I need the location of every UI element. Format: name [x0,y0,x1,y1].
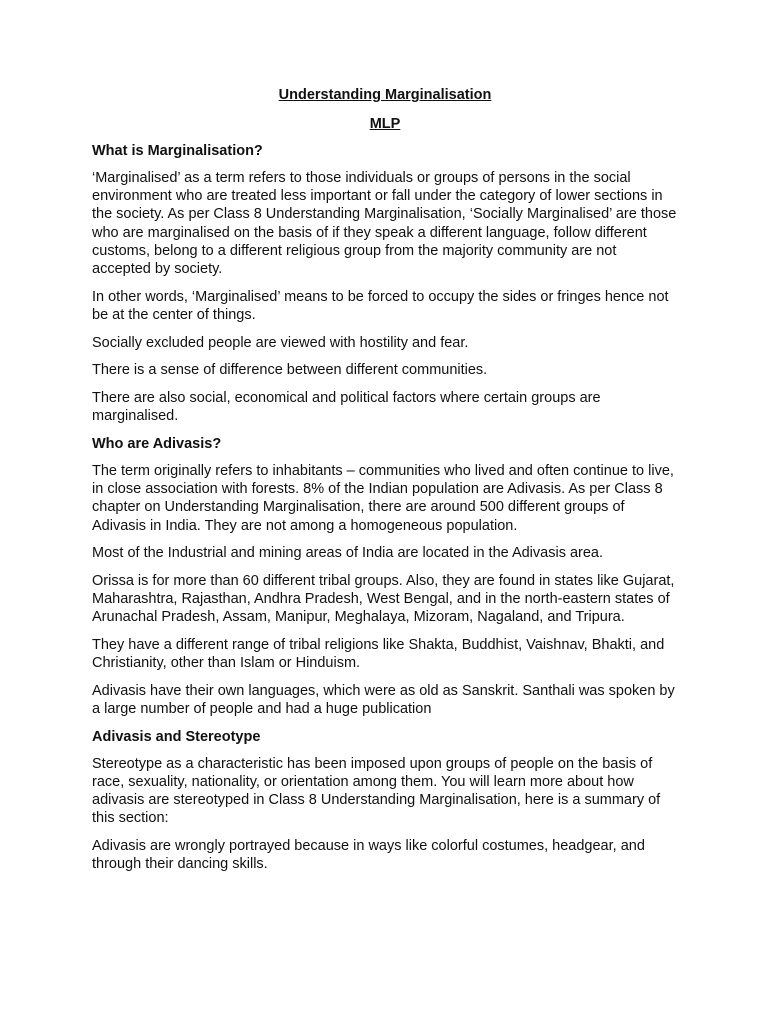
paragraph: In other words, ‘Marginalised’ means to be forced to occupy the sides or fringes hence not be at the center of things. [92,288,669,323]
section-adivasis-and-stereotype [92,728,678,874]
paragraph: Adivasis have their own languages, which were as old as Sanskrit. Santhali was spoken by a large number of people and had a huge publication [92,682,675,718]
paragraph: There is a sense of difference between different communities. [92,362,488,379]
section-what-is-marginalisation [92,142,678,425]
section-heading: Adivasis and Stereotype [92,728,261,745]
paragraph: They have a different range of tribal religions like Shakta, Buddhist, Vaishnav, Bhakti, and Christianity, other than Islam or Hinduism. [92,637,665,672]
section-heading: What is Marginalisation? [92,143,263,159]
section-heading: Who are Adivasis? [92,435,222,452]
paragraph: Socially excluded people are viewed with hostility and fear. [92,334,469,351]
paragraph: Stereotype as a characteristic has been imposed upon groups of people on the basis of race, sexuality, nationality, or orientation among them. You will learn more about how adivasis are stereotyped in Class 8 Understanding Marginalisation, here is a summary of this section: [92,755,661,827]
document-subtitle: MLP [369,116,401,132]
paragraph: There are also social, economical and political factors where certain groups are marginalised. [92,390,601,425]
document-title: Understanding Marginalisation [278,87,492,103]
paragraph: Orissa is for more than 60 different tribal groups. Also, they are found in states like Gujarat, Maharashtra, Rajasthan, Andhra Pradesh, West Bengal, and in the north-eastern states of Arunachal Pradesh, Assam, Manipur, Meghalaya, Mizoram, Nagaland, and Tripura. [92,572,675,626]
paragraph: Most of the Industrial and mining areas of India are located in the Adivasis area. [92,545,604,562]
paragraph: The term originally refers to inhabitants – communities who lived and often continue to live, in close association with forests. 8% of the Indian population are Adivasis. As per Class 8 chapter on Understanding Marginalisation, there are around 500 different groups of Adivasis in India. They are not among a homogeneous population. [92,462,674,534]
paragraph: ‘Marginalised’ as a term refers to those individuals or groups of persons in the social environment who are treated less important or fall under the category of lower sections in the society. As per Class 8 Understanding Marginalisation, ‘Socially Marginalised’ are those who are marginalised on the basis of if they speak a different language, follow different customs, belong to a different religious group from the majority community are not accepted by society. [92,170,677,278]
section-who-are-adivasis [92,435,678,718]
paragraph: Adivasis are wrongly portrayed because in ways like colorful costumes, headgear, and through their dancing skills. [92,838,645,873]
